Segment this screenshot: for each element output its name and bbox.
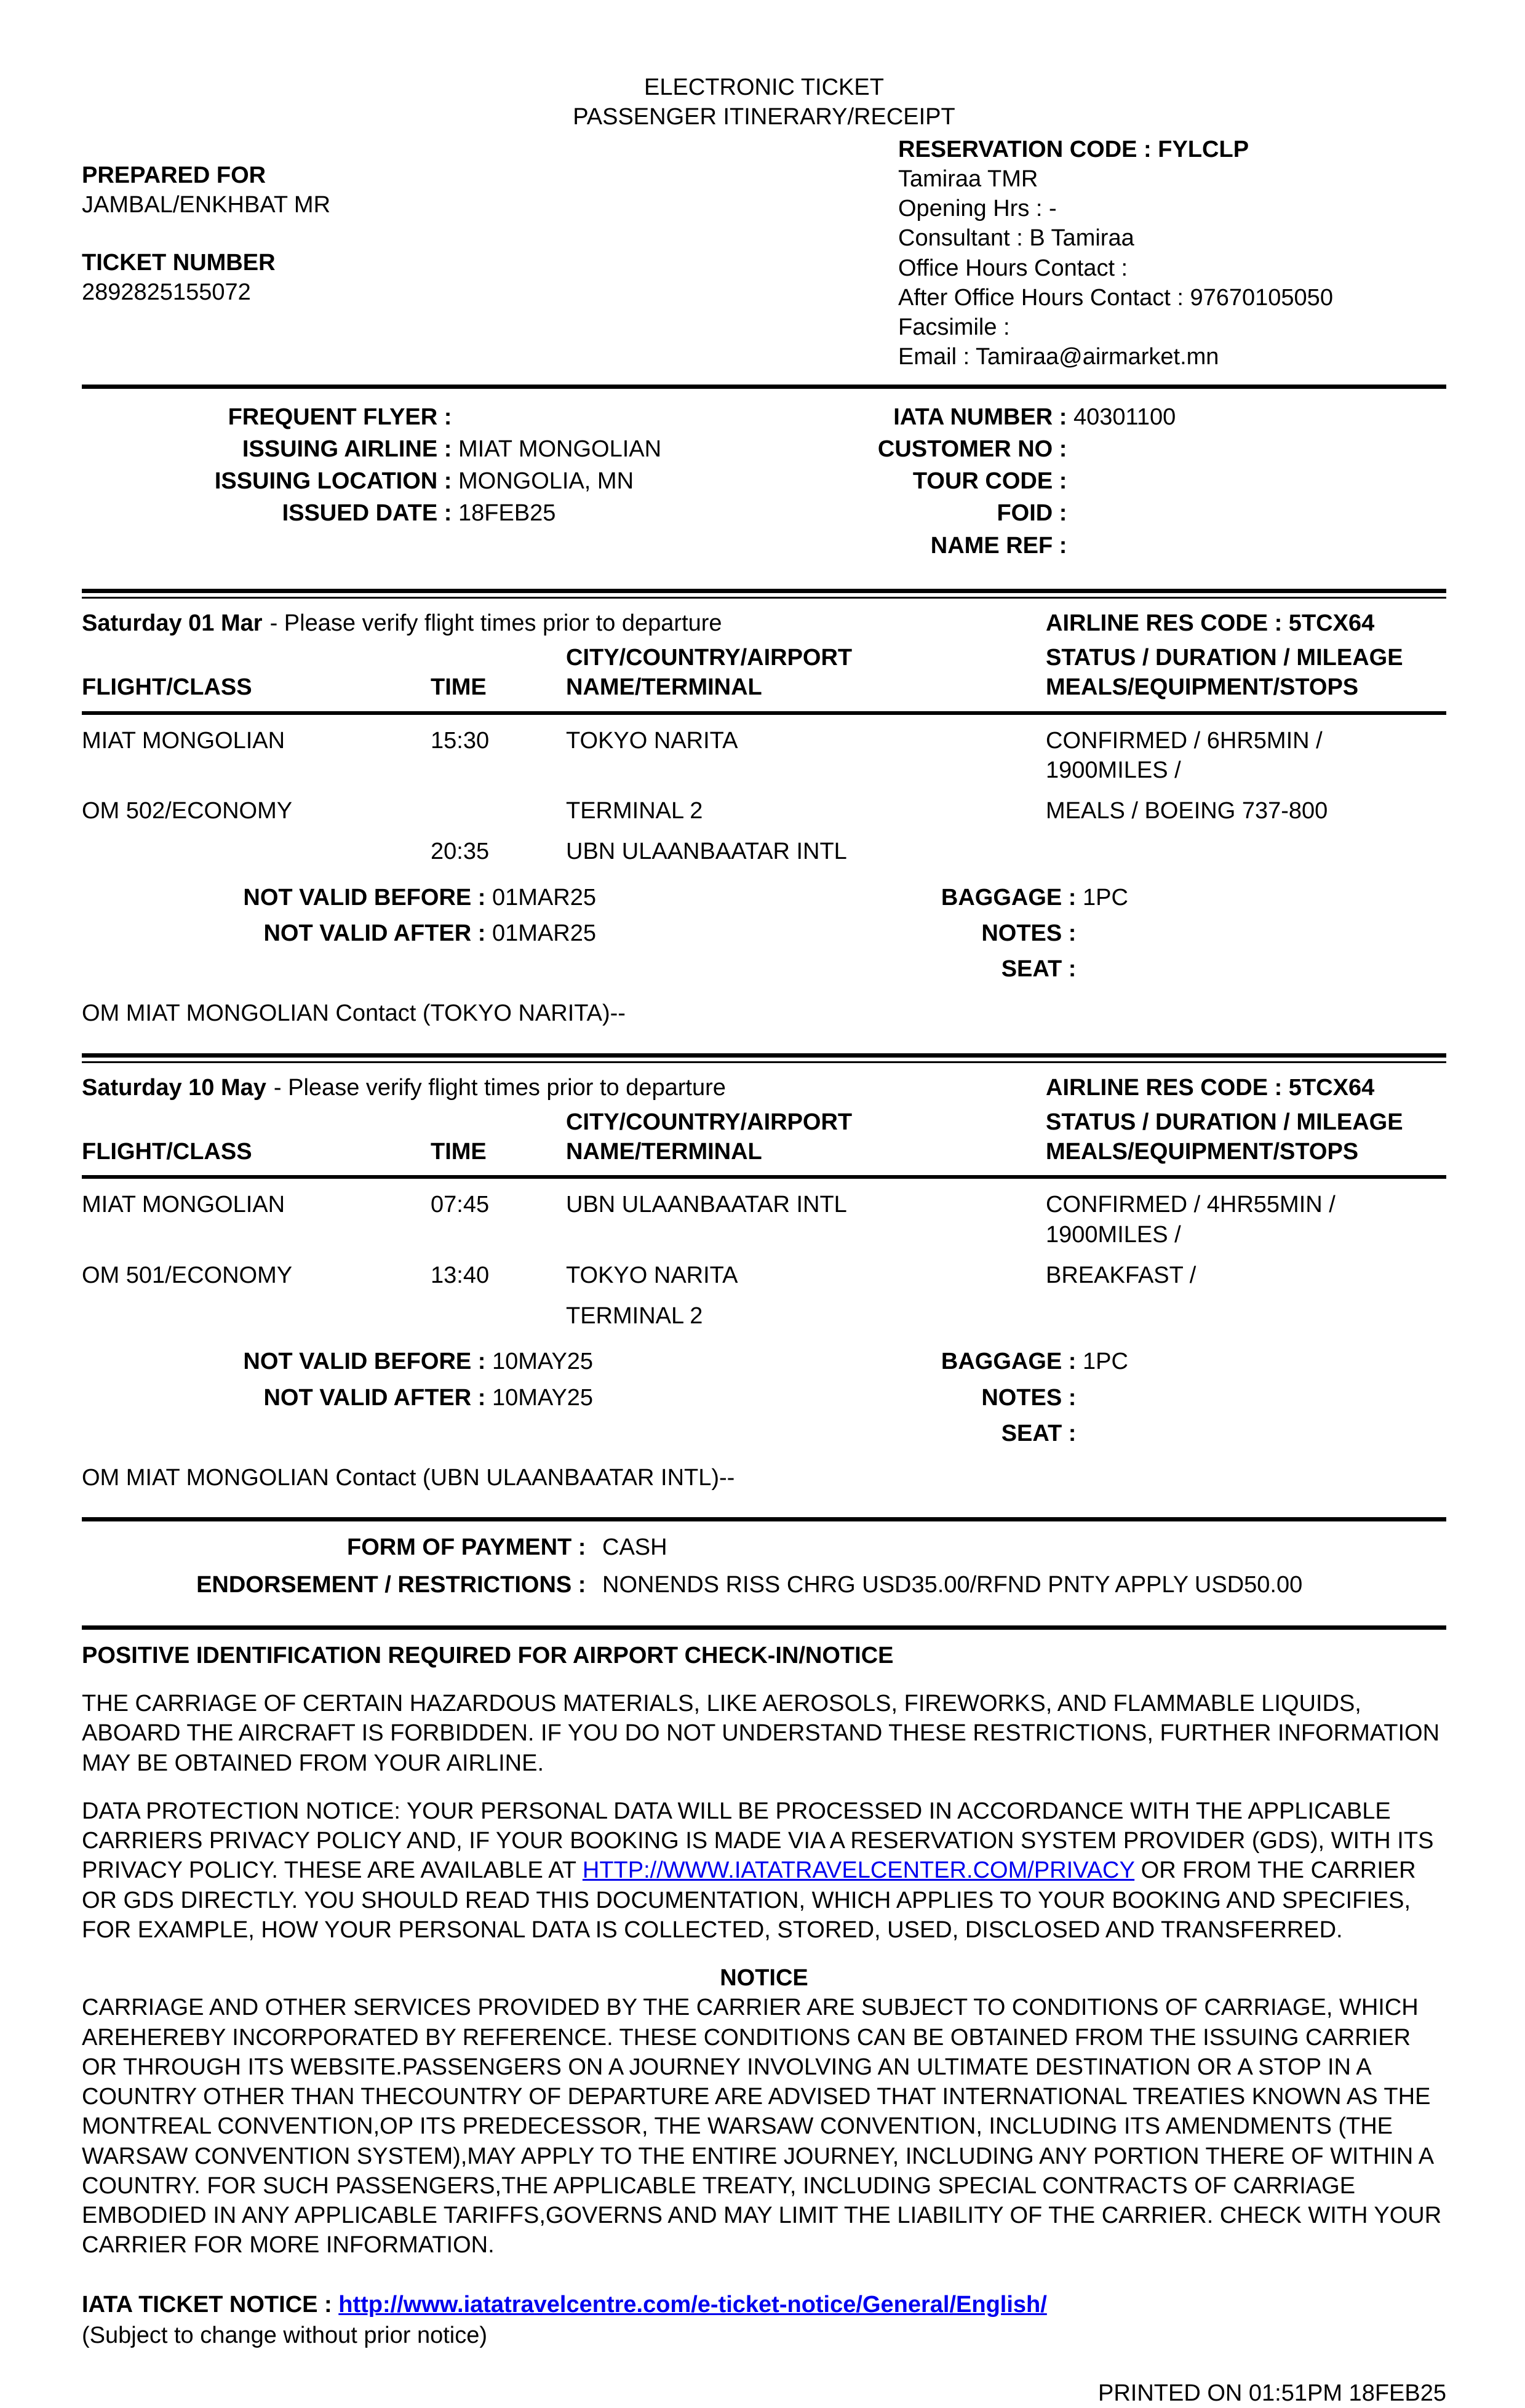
col-flight-class: FLIGHT/CLASS — [82, 674, 252, 701]
flight-2-day — [82, 1073, 1046, 1102]
agency-email: Email : Tamiraa@airmarket.mn — [898, 344, 1219, 370]
flight-2-carrier: MIAT MONGOLIAN — [82, 1192, 285, 1218]
agency-name: Tamiraa TMR — [898, 165, 1038, 192]
flight-2-validity-row-2 — [82, 1383, 1446, 1413]
issue-info-right — [763, 400, 1446, 560]
col-city: CITY/COUNTRY/AIRPORT NAME/TERMINAL — [566, 1109, 853, 1165]
flight-2-row3-flight — [82, 1301, 431, 1331]
flight-1-validity-row-3 — [82, 954, 1446, 984]
flight-1-airline-res-code: AIRLINE RES CODE : 5TCX64 — [1046, 610, 1375, 636]
divider — [82, 1053, 1446, 1058]
foid-row — [763, 498, 1446, 528]
flight-2-day-note: - Please verify flight times prior to departure — [273, 1074, 726, 1101]
flight-2-row-2 — [82, 1261, 1446, 1290]
notes-label: NOTES : — [981, 920, 1083, 946]
issued-date-row — [82, 498, 763, 528]
endorsement-row — [82, 1570, 1446, 1600]
flight-1-equipment: MEALS / BOEING 737-800 — [1046, 798, 1328, 824]
privacy-policy-link[interactable]: HTTP://WWW.IATATRAVELCENTER.COM/PRIVACY — [582, 1857, 1135, 1884]
flight-1-row3-flight — [82, 837, 431, 866]
flight-1-day-note: - Please verify flight times prior to departure — [269, 610, 722, 636]
customer-no-row — [763, 434, 1446, 464]
col-city: CITY/COUNTRY/AIRPORT NAME/TERMINAL — [566, 645, 853, 701]
subject-to-change-note: (Subject to change without prior notice) — [82, 2322, 488, 2348]
endorsement-label: ENDORSEMENT / RESTRICTIONS : — [196, 1571, 592, 1598]
flight-1-number-class: OM 502/ECONOMY — [82, 798, 293, 824]
name-ref-row — [763, 531, 1446, 560]
flight-1-dep-time: 15:30 — [431, 727, 490, 754]
col-time: TIME — [431, 1139, 487, 1165]
flight-1-dep-terminal: TERMINAL 2 — [566, 798, 703, 824]
header-columns — [82, 135, 1446, 372]
doc-title-line1: ELECTRONIC TICKET — [644, 74, 884, 100]
form-of-payment-row — [82, 1533, 1446, 1562]
col-status — [1046, 1107, 1446, 1167]
col-status-line2: MEALS/EQUIPMENT/STOPS — [1046, 1139, 1359, 1165]
flight-segment-2 — [82, 1063, 1446, 1505]
tour-code-row — [763, 466, 1446, 496]
divider — [82, 1517, 1446, 1521]
data-protection-text-before: DATA PROTECTION NOTICE: YOUR PERSONAL DATA WILL BE PROCESSED IN ACCORDANCE WITH THE APPLICABLE CARRIERS PRIVACY POLICY AND, IF YOUR BOOKING IS MADE VIA A RESERVATION SYSTEM PROVIDER (GDS), WITH ITS PRIVACY POLICY. THESE ARE AVAILABLE AT — [82, 1798, 1434, 1884]
flight-2-day-title: Saturday 10 May — [82, 1074, 266, 1101]
flight-2-dep-city: UBN ULAANBAATAR INTL — [566, 1192, 847, 1218]
customer-no-label: CUSTOMER NO : — [877, 436, 1073, 462]
passenger-name: JAMBAL/ENKHBAT MR — [82, 191, 331, 218]
flight-2-day-row — [82, 1073, 1446, 1102]
flight-2-row3-time — [431, 1301, 566, 1331]
reservation-code: RESERVATION CODE : FYLCLP — [898, 136, 1249, 162]
frequent-flyer-row — [82, 402, 763, 432]
flight-2-not-valid-before: 10MAY25 — [492, 1349, 594, 1375]
eticket-notice-link[interactable]: http://www.iatatravelcentre.com/e-ticket-notice/General/English/ — [338, 2291, 1047, 2318]
flight-1-day-row — [82, 608, 1446, 638]
flight-2-meal: BREAKFAST / — [1046, 1262, 1197, 1288]
flight-1-carrier: MIAT MONGOLIAN — [82, 727, 285, 754]
notice-body: CARRIAGE AND OTHER SERVICES PROVIDED BY THE CARRIER ARE SUBJECT TO CONDITIONS OF CARRIAGE, WHICH AREHEREBY INCORPORATED BY REFERENCE. THESE CONDITIONS CAN BE OBTAINED FROM THE ISSUING CARRIER OR THROUGH ITS WEBSITE.PASSENGERS ON A JOURNEY INVOLVING AN ULTIMATE DESTINATION OR A STOP IN A COUNTRY OTHER THAN THECOUNTRY OF DEPARTURE ARE ADVISED THAT INTERNATIONAL TREATIES KNOWN AS THE MONTREAL CONVENTION,OP ITS PREDECESSOR, THE WARSAW CONVENTION, INCLUDING ITS AMENDMENTS (THE WARSAW CONVENTION SYSTEM),MAY APPLY TO THE ENTIRE JOURNEY, INCLUDING ANY PORTION THERE OF WITHIN A COUNTRY. FOR SUCH PASSENGERS,THE APPLICABLE TREATY, INCLUDING SPECIAL CONTRACTS OF CARRIAGE EMBODIED IN ANY APPLICABLE TARIFFS,GOVERNS AND MAY LIMIT THE LIABILITY OF THE CARRIER. CHECK WITH YOUR CARRIER FOR MORE INFORMATION. — [82, 1995, 1442, 2258]
divider — [82, 589, 1446, 593]
flight-2-row-1 — [82, 1190, 1446, 1250]
flight-2-baggage: 1PC — [1083, 1349, 1128, 1375]
after-office-hours-contact: After Office Hours Contact : 97670105050 — [898, 284, 1333, 311]
ticket-number-value: 2892825155072 — [82, 279, 251, 306]
flight-1-arr-time: 20:35 — [431, 839, 490, 865]
flight-2-validity — [82, 1347, 1446, 1448]
flight-1-status: CONFIRMED / 6HR5MIN / 1900MILES / — [1046, 727, 1323, 783]
positive-id-heading: POSITIVE IDENTIFICATION REQUIRED FOR AIRPORT CHECK-IN/NOTICE — [82, 1642, 894, 1668]
col-status-line1: STATUS / DURATION / MILEAGE — [1046, 1109, 1403, 1135]
data-protection-paragraph — [82, 1796, 1446, 1945]
col-flight-class: FLIGHT/CLASS — [82, 1139, 252, 1165]
flight-1-not-valid-before: 01MAR25 — [492, 884, 596, 911]
doc-title-line2: PASSENGER ITINERARY/RECEIPT — [573, 104, 955, 130]
flight-2-row-3 — [82, 1301, 1446, 1331]
hazmat-paragraph: THE CARRIAGE OF CERTAIN HAZARDOUS MATERIALS, LIKE AEROSOLS, FIREWORKS, AND FLAMMABLE LIQUIDS, ABOARD THE AIRCRAFT IS FORBIDDEN. IF YOU DO NOT UNDERSTAND THESE RESTRICTIONS, FURTHER INFORMATION MAY BE OBTAINED FROM YOUR AIRLINE. — [82, 1691, 1440, 1776]
prepared-for-block — [82, 135, 898, 372]
issued-date-label: ISSUED DATE : — [282, 500, 458, 527]
divider — [82, 1625, 1446, 1630]
iata-number-label: IATA NUMBER : — [893, 404, 1073, 430]
frequent-flyer-label: FREQUENT FLYER : — [228, 404, 458, 430]
flight-1-row-3 — [82, 837, 1446, 866]
issuing-location-row — [82, 466, 763, 496]
col-status-line2: MEALS/EQUIPMENT/STOPS — [1046, 674, 1359, 701]
flight-2-arr-time: 13:40 — [431, 1262, 490, 1288]
form-of-payment-label: FORM OF PAYMENT : — [347, 1534, 592, 1561]
flight-2-row3-status — [1046, 1301, 1446, 1331]
notes-label: NOTES : — [981, 1384, 1083, 1411]
flight-1-validity — [82, 883, 1446, 984]
flight-1-validity-row-2 — [82, 919, 1446, 948]
flight-2-number-class: OM 501/ECONOMY — [82, 1262, 293, 1288]
office-hours-contact: Office Hours Contact : — [898, 255, 1128, 281]
iata-number-row — [763, 402, 1446, 432]
ticket-number-label: TICKET NUMBER — [82, 250, 276, 276]
flight-2-contact: OM MIAT MONGOLIAN Contact (UBN ULAANBAATAR INTL)-- — [82, 1465, 735, 1491]
flight-2-validity-row-3 — [82, 1419, 1446, 1448]
flight-1-contact: OM MIAT MONGOLIAN Contact (TOKYO NARITA)-- — [82, 1000, 626, 1027]
flight-1-arr-city: UBN ULAANBAATAR INTL — [566, 839, 847, 865]
flight-1-not-valid-after: 01MAR25 — [492, 920, 596, 946]
col-status-line1: STATUS / DURATION / MILEAGE — [1046, 645, 1403, 671]
notices-section — [82, 1630, 1446, 2408]
flight-1-dep-city: TOKYO NARITA — [566, 727, 738, 754]
issuing-location-label: ISSUING LOCATION : — [214, 468, 458, 494]
flight-1-row3-status — [1046, 837, 1446, 866]
foid-label: FOID : — [997, 500, 1073, 527]
notice-heading: NOTICE — [720, 1965, 808, 1991]
printed-on-timestamp: PRINTED ON 01:51PM 18FEB25 — [1098, 2380, 1446, 2406]
issue-info-left — [82, 400, 763, 560]
col-status — [1046, 643, 1446, 703]
tour-code-label: TOUR CODE : — [912, 468, 1073, 494]
flight-1-validity-row-1 — [82, 883, 1446, 912]
flight-1-row2-time — [431, 796, 566, 826]
flight-2-airline-res-code: AIRLINE RES CODE : 5TCX64 — [1046, 1074, 1375, 1101]
issuing-airline-value: MIAT MONGOLIAN — [458, 436, 662, 462]
not-valid-before-label: NOT VALID BEFORE : — [243, 884, 492, 911]
flight-2-not-valid-after: 10MAY25 — [492, 1384, 594, 1411]
baggage-label: BAGGAGE : — [941, 1349, 1083, 1375]
consultant: Consultant : B Tamiraa — [898, 225, 1134, 252]
col-time: TIME — [431, 674, 487, 701]
issuing-airline-label: ISSUING AIRLINE : — [242, 436, 458, 462]
facsimile: Facsimile : — [898, 314, 1010, 340]
reservation-block — [898, 135, 1446, 372]
flight-2-arr-terminal: TERMINAL 2 — [566, 1303, 703, 1329]
flight-1-row-2 — [82, 796, 1446, 826]
issued-date-value: 18FEB25 — [458, 500, 556, 527]
iata-ticket-notice-label: IATA TICKET NOTICE : — [82, 2291, 339, 2318]
name-ref-label: NAME REF : — [930, 532, 1073, 559]
endorsement-value: NONENDS RISS CHRG USD35.00/RFND PNTY APPLY USD50.00 — [602, 1571, 1303, 1598]
flight-2-validity-row-1 — [82, 1347, 1446, 1376]
not-valid-before-label: NOT VALID BEFORE : — [243, 1349, 492, 1375]
payment-section — [82, 1521, 1446, 1613]
divider — [82, 385, 1446, 389]
seat-label: SEAT : — [1001, 956, 1083, 982]
table-header-rule — [82, 711, 1446, 715]
flight-1-day — [82, 608, 1046, 638]
flight-1-day-title: Saturday 01 Mar — [82, 610, 263, 636]
flight-2-status: CONFIRMED / 4HR55MIN / 1900MILES / — [1046, 1192, 1336, 1248]
iata-ticket-notice-row — [82, 2290, 1446, 2319]
opening-hours: Opening Hrs : - — [898, 196, 1057, 221]
flight-1-baggage: 1PC — [1083, 884, 1128, 911]
form-of-payment-value: CASH — [602, 1534, 667, 1561]
issuing-airline-row — [82, 434, 763, 464]
seat-label: SEAT : — [1001, 1420, 1083, 1446]
doc-title — [82, 73, 1446, 132]
flight-1-table-header — [82, 643, 1446, 703]
data-protection-text-after: OR FROM THE CARRIER OR GDS DIRECTLY. YOU SHOULD READ THIS DOCUMENTATION, WHICH APPLIES TO YOUR BOOKING AND SPECIFIES, FOR EXAMPLE, HOW YOUR PERSONAL DATA IS COLLECTED, STORED, USED, DISCLOSED AND TRANSFERRED. — [82, 1857, 1416, 1943]
flight-1-row-1 — [82, 726, 1446, 786]
flight-2-arr-city: TOKYO NARITA — [566, 1262, 738, 1288]
flight-2-dep-time: 07:45 — [431, 1192, 490, 1218]
table-header-rule — [82, 1175, 1446, 1179]
not-valid-after-label: NOT VALID AFTER : — [263, 920, 492, 946]
flight-2-table-header — [82, 1107, 1446, 1167]
issue-info-section — [82, 389, 1446, 576]
not-valid-after-label: NOT VALID AFTER : — [263, 1384, 492, 1411]
flight-segment-1 — [82, 599, 1446, 1041]
issuing-location-value: MONGOLIA, MN — [458, 468, 634, 494]
prepared-for-label: PREPARED FOR — [82, 162, 266, 188]
iata-number-value: 40301100 — [1073, 404, 1176, 430]
baggage-label: BAGGAGE : — [941, 884, 1083, 911]
